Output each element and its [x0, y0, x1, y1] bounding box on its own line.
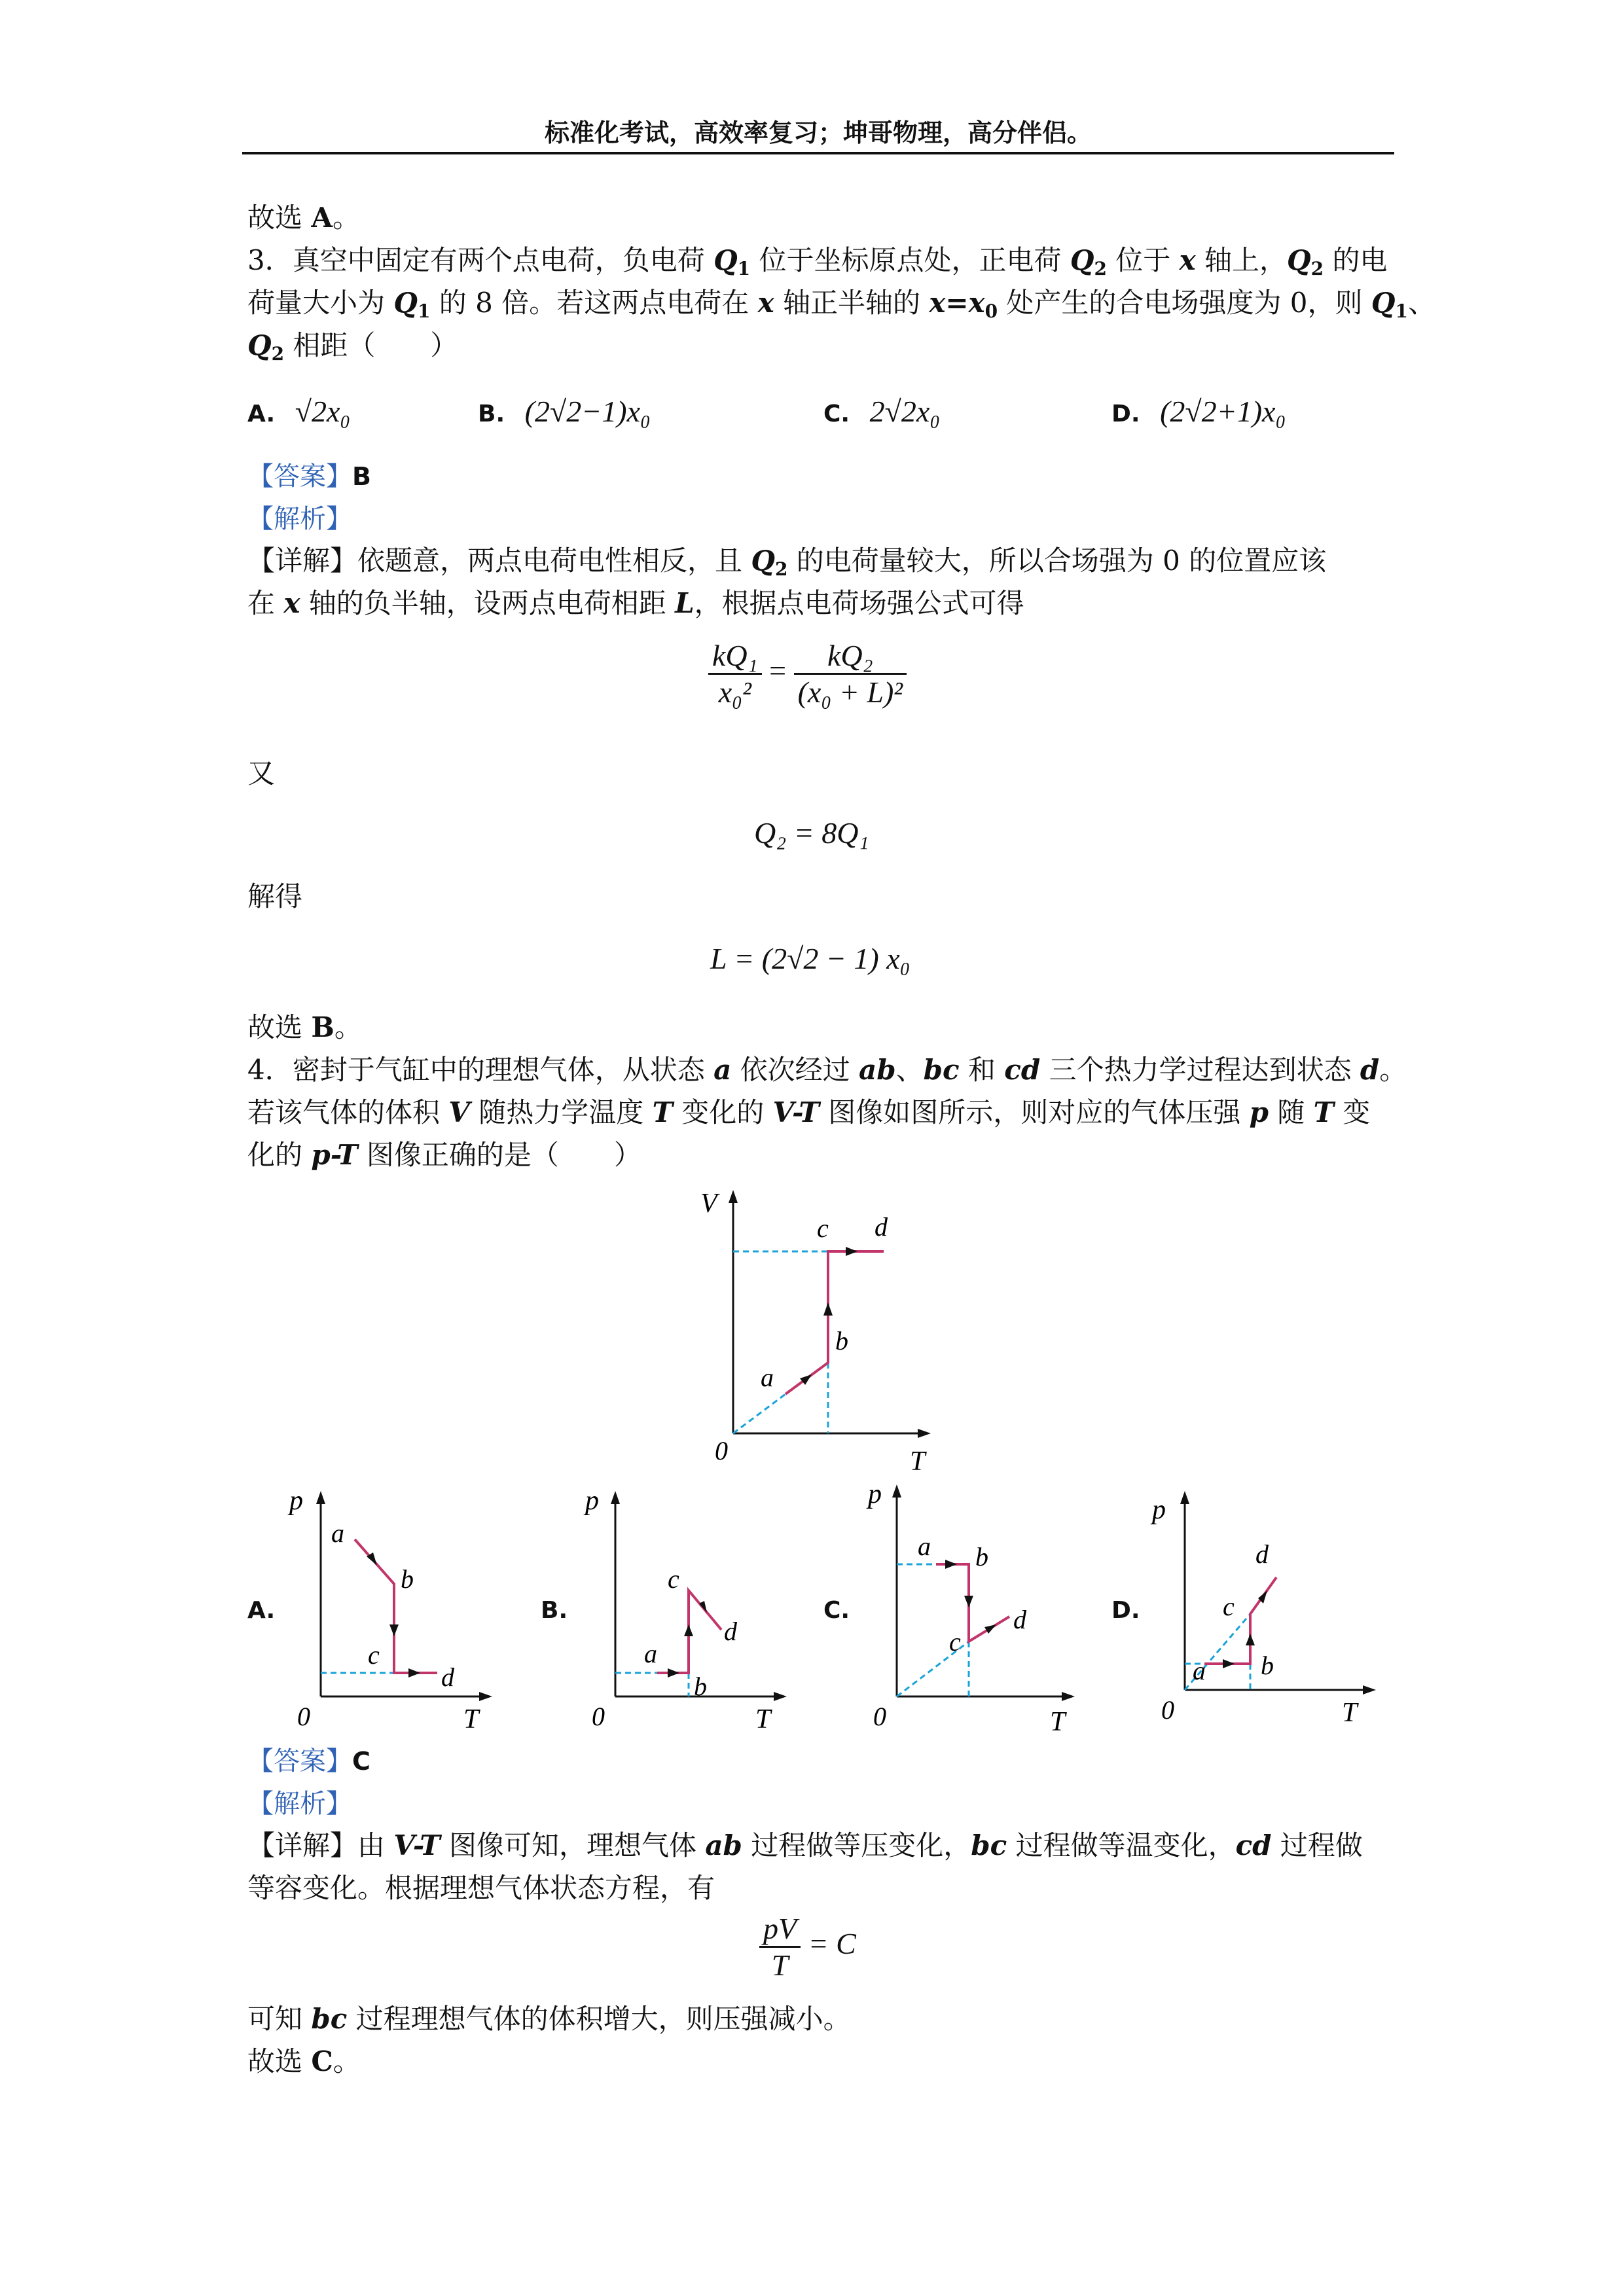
formula-charge-ratio: Q₂ = 8Q₁: [754, 816, 869, 850]
svg-text:a: a: [918, 1532, 931, 1561]
q4-option-d-label[interactable]: D.: [1111, 1597, 1140, 1624]
svg-text:0: 0: [297, 1702, 310, 1731]
vt-diagram: [681, 1178, 956, 1479]
q3-word-jiede: 解得: [247, 880, 303, 912]
q4-stem-line2: 若该气体的体积 V 随热力学温度 T 变化的 V-T 图像如图所示，则对应的气体压强 p 随 T 变: [247, 1096, 1371, 1128]
formula-coulomb-balance: $\frac{\text{kQ₁}}{\text{x₀²}}$ = $\frac{\text{kQ₂}}{\text{(x₀ + L)²}}$: [708, 638, 907, 709]
vt-label-c: c: [817, 1213, 829, 1243]
q4-stem-line1: 4．密封于气缸中的理想气体，从状态 a 依次经过 ab、bc 和 cd 三个热力学过程达到状态 d。: [247, 1054, 1407, 1086]
svg-text:a: a: [1193, 1656, 1206, 1685]
q4-stem-line3: 化的 p-T 图像正确的是（ ）: [247, 1139, 641, 1171]
vt-v-label: V: [700, 1189, 717, 1219]
q3-stem-line3: $Q_2$ 相距（ ）: [247, 329, 458, 365]
svg-text:T: T: [755, 1704, 771, 1734]
q3-option-b[interactable]: B. (2√2−1)x₀: [478, 395, 651, 428]
vt-label-a: a: [761, 1363, 774, 1392]
svg-text:p: p: [585, 1486, 599, 1516]
svg-text:a: a: [331, 1518, 344, 1548]
q3-option-d[interactable]: D. (2√2+1)x₀: [1111, 395, 1286, 428]
vt-arrow-cd: [846, 1247, 857, 1256]
svg-text:0: 0: [592, 1702, 605, 1731]
svg-text:T: T: [1050, 1707, 1066, 1737]
svg-text:0: 0: [873, 1702, 886, 1731]
vt-label-b: b: [835, 1326, 848, 1355]
svg-text:p: p: [1152, 1495, 1166, 1525]
q3-stem-line2: 荷量大小为 $Q_1$ 的 8 倍。若这两点电荷在 x 轴正半轴的 $x=x_0$ 处产生的合电场强度为 0，则 $Q_1$、: [247, 287, 1435, 322]
svg-text:c: c: [668, 1564, 679, 1594]
q4-analysis-tag: 【解析】: [247, 1789, 352, 1819]
q4-option-a-diagram[interactable]: [281, 1479, 497, 1741]
formula-distance-result: L = (2√2 − 1) x₀: [710, 942, 911, 975]
vt-label-d: d: [875, 1212, 888, 1242]
vt-t-label: T: [910, 1446, 926, 1477]
q4-option-d-diagram[interactable]: [1146, 1479, 1388, 1741]
svg-text:c: c: [949, 1627, 961, 1657]
svg-text:b: b: [694, 1672, 707, 1701]
svg-text:d: d: [441, 1662, 454, 1692]
q3-detail-line1: 【详解】依题意，两点电荷电性相反，且 $Q_2$ 的电荷量较大，所以合场强为 0 的位置应该: [247, 545, 1327, 580]
q4-option-c-label[interactable]: C.: [823, 1597, 850, 1624]
svg-text:0: 0: [1161, 1695, 1174, 1725]
svg-text:T: T: [463, 1704, 479, 1734]
svg-text:b: b: [1261, 1651, 1274, 1680]
q3-option-c[interactable]: C. 2√2x₀: [823, 395, 941, 428]
q4-detail-line3: 可知 bc 过程理想气体的体积增大，则压强减小。: [247, 2003, 851, 2035]
q3-stem-line1: 3．真空中固定有两个点电荷，负电荷 $Q_1$ 位于坐标原点处，正电荷 $Q_2$ 位于 x 轴上，$Q_2$ 的电: [247, 244, 1388, 279]
svg-text:p: p: [289, 1486, 303, 1516]
svg-text:T: T: [1342, 1698, 1358, 1728]
svg-text:d: d: [1255, 1539, 1269, 1569]
q4-option-c-diagram[interactable]: [857, 1473, 1080, 1741]
q4-detail-line1: 【详解】由 V-T 图像可知，理想气体 ab 过程做等压变化，bc 过程做等温变化，cd 过程做: [247, 1829, 1363, 1861]
q4-answer: 【答案】C: [247, 1746, 370, 1776]
q2-conclusion: 故选 A。: [247, 202, 360, 234]
q4-detail-line2: 等容变化。根据理想气体状态方程，有: [247, 1872, 715, 1904]
q3-analysis-tag: 【解析】: [247, 504, 352, 534]
svg-text:p: p: [868, 1479, 882, 1509]
q4-option-b-diagram[interactable]: [576, 1479, 792, 1741]
q3-answer: 【答案】B: [247, 461, 371, 492]
page-header: 标准化考试，高效率复习；坤哥物理，高分伴侣。: [544, 118, 1092, 147]
svg-text:d: d: [1013, 1605, 1026, 1634]
svg-text:b: b: [975, 1542, 988, 1571]
svg-text:a: a: [644, 1639, 657, 1668]
q4-conclusion: 故选 C。: [247, 2045, 361, 2077]
svg-text:b: b: [401, 1564, 414, 1594]
q3-conclusion: 故选 B。: [247, 1011, 362, 1043]
vt-arrow-bc: [823, 1302, 833, 1316]
svg-text:d: d: [724, 1617, 737, 1646]
vt-origin-label: 0: [715, 1436, 728, 1465]
q4-option-a-label[interactable]: A.: [247, 1597, 276, 1624]
q3-option-a[interactable]: A. √2x₀: [247, 395, 351, 428]
svg-text:c: c: [368, 1640, 380, 1670]
formula-ideal-gas: $\frac{pV}{T}$ = C: [759, 1911, 856, 1982]
q3-detail-line2: 在 x 轴的负半轴，设两点电荷相距 L，根据点电荷场强公式可得: [247, 587, 1024, 619]
q4-option-b-label[interactable]: B.: [541, 1597, 568, 1624]
svg-text:c: c: [1223, 1592, 1235, 1621]
vt-dashed-origin: [733, 1394, 785, 1433]
vt-path: [785, 1251, 884, 1394]
header-rule: [242, 152, 1394, 154]
q3-word-you: 又: [247, 757, 276, 789]
